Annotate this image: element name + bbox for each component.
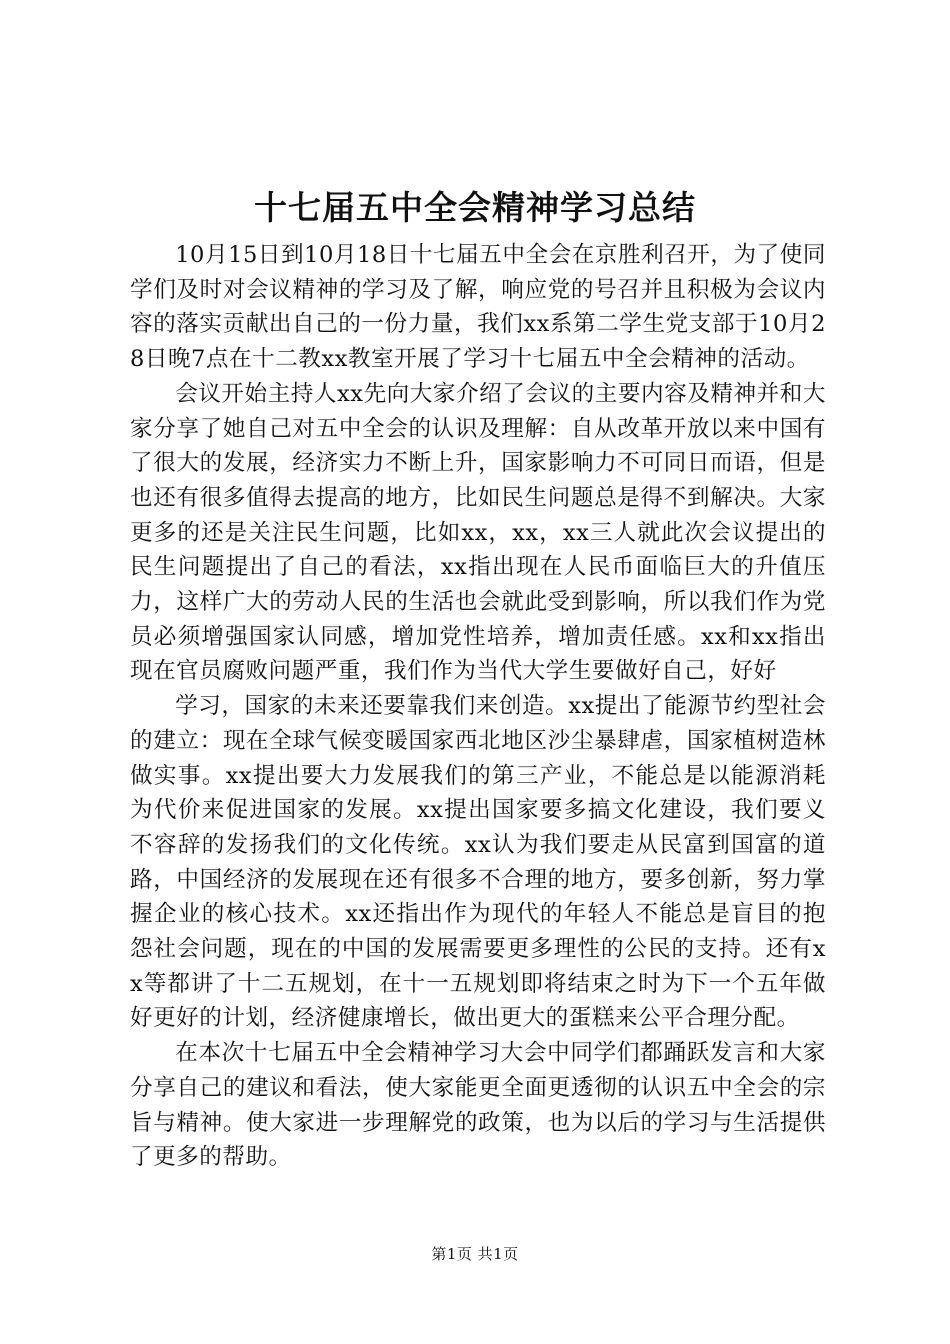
document-body xyxy=(130,238,826,1175)
paragraph: 学习，国家的未来还要靠我们来创造。xx提出了能源节约型社会的建立：现在全球气候变暖国家西北地区沙尘暴肆虐，国家植树造林做实事。xx提出要大力发展我们的第三产业，不能总是以能源消耗为代价来促进国家的发展。xx提出国家要多搞文化建设，我们要义不容辞的发扬我们的文化传统。xx认为我们要走从民富到国富的道路，中国经济的发展现在还有很多不合理的地方，要多创新，努力掌握企业的核心技术。xx还指出作为现代的年轻人不能总是盲目的抱怨社会问题，现在的中国的发展需要更多理性的公民的支持。还有xx等都讲了十二五规划，在十一五规划即将结束之时为下一个五年做好更好的计划，经济健康增长，做出更大的蛋糕来公平合理分配。 xyxy=(130,693,826,1032)
paragraph: 在本次十七届五中全会精神学习大会中同学们都踊跃发言和大家分享自己的建议和看法，使大家能更全面更透彻的认识五中全会的宗旨与精神。使大家进一步理解党的政策，也为以后的学习与生活提供了更多的帮助。 xyxy=(130,1040,826,1171)
document-title: 十七届五中全会精神学习总结 xyxy=(254,188,696,227)
page-number-footer: 第1页 共1页 xyxy=(431,1245,519,1263)
paragraph: 会议开始主持人xx先向大家介绍了会议的主要内容及精神并和大家分享了她自己对五中全会的认识及理解：自从改革开放以来中国有了很大的发展，经济实力不断上升，国家影响力不可同日而语，但是也还有很多值得去提高的地方，比如民生问题总是得不到解决。大家更多的还是关注民生问题，比如xx，xx，xx三人就此次会议提出的民生问题提出了自己的看法，xx指出现在人民币面临巨大的升值压力，这样广大的劳动人民的生活也会就此受到影响，所以我们作为党员必须增强国家认同感，增加党性培养，增加责任感。xx和xx指出现在官员腐败问题严重，我们作为当代大学生要做好自己，好好 xyxy=(130,380,826,685)
paragraph: 10月15日到10月18日十七届五中全会在京胜利召开，为了使同学们及时对会议精神的学习及了解，响应党的号召并且积极为会议内容的落实贡献出自己的一份力量，我们xx系第二学生党支部于10月28日晚7点在十二教xx教室开展了学习十七届五中全会精神的活动。 xyxy=(130,242,826,373)
